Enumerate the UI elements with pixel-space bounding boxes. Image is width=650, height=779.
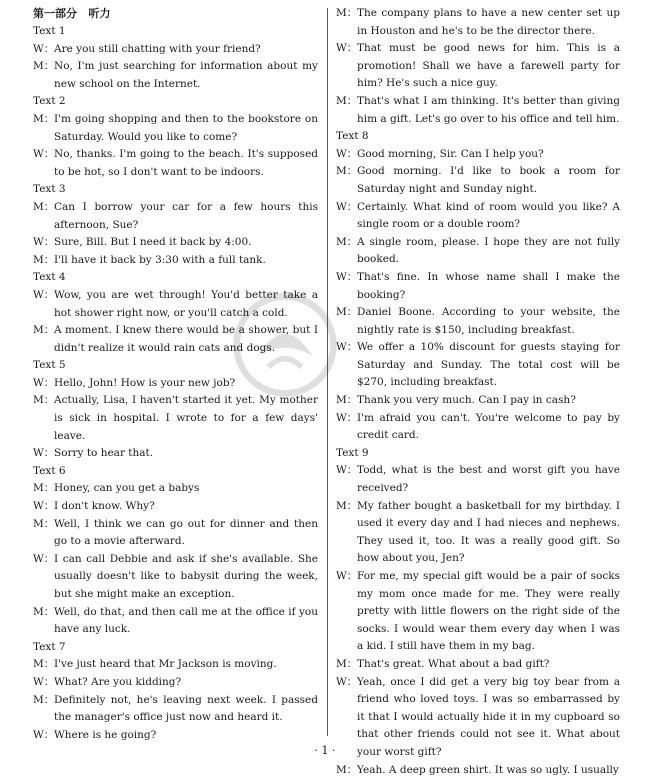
dialogue-turn xyxy=(33,111,318,146)
text-title: Text 3 xyxy=(33,183,66,196)
dialogue-turn xyxy=(336,656,620,674)
speaker-label: W： xyxy=(33,42,55,55)
dialogue-text: Sure, Bill. But I need it back by 4:00. xyxy=(54,236,252,249)
dialogue-text: Good morning, Sir. Can I help you? xyxy=(357,147,544,160)
dialogue-text: I don't know. Why? xyxy=(54,500,155,513)
dialogue-turn xyxy=(33,656,318,674)
dialogue-turn xyxy=(33,551,318,604)
speaker-label: W： xyxy=(33,675,55,688)
dialogue-turn xyxy=(336,163,620,198)
dialogue-turn xyxy=(33,692,318,727)
dialogue-text: No, thanks. I'm going to the beach. It's supposed to be hot, so I don't want to be indoors. xyxy=(54,148,318,178)
speaker-label: W： xyxy=(336,42,358,55)
dialogue-turn xyxy=(336,5,620,40)
dialogue-text: I can call Debbie and ask if she's available. She usually doesn't like to babysit during the week, but she might make an exception. xyxy=(54,552,318,600)
speaker-label: W： xyxy=(336,411,358,424)
text-title: Text 5 xyxy=(33,359,66,372)
dialogue-text: Thank you very much. Can I pay in cash? xyxy=(357,394,576,407)
dialogue-turn xyxy=(336,568,620,656)
dialogue-text: Wow, you are wet through! You'd better take a hot shower right now, or you'll catch a cold. xyxy=(54,288,318,319)
speaker-label: W： xyxy=(33,447,55,460)
speaker-label: W： xyxy=(336,147,358,160)
speaker-label: W： xyxy=(336,341,358,354)
dialogue-text: We offer a 10% discount for guests staying for Saturday and Sunday. The total cost will be $270, including breakfast. xyxy=(357,341,620,389)
dialogue-turn xyxy=(33,674,318,692)
text-title: Text 8 xyxy=(336,130,369,143)
text-title: Text 9 xyxy=(336,446,369,459)
speaker-label: M： xyxy=(336,763,358,776)
dialogue-turn xyxy=(336,392,620,410)
dialogue-text: That's great. What about a bad gift? xyxy=(357,657,550,670)
right-column xyxy=(336,5,620,779)
dialogue-turn xyxy=(336,462,620,497)
dialogue-text: That must be good news for him. This is a promotion! Shall we have a farewell party for him? He's such a nice guy. xyxy=(357,42,620,90)
dialogue-text: For me, my special gift would be a pair of socks my mom once made for me. They were really pretty with little flowers on the right side of the socks. I would wear them every day when I was a kid. I still have them in my bag. xyxy=(357,570,620,653)
speaker-label: M： xyxy=(336,7,358,19)
speaker-label: W： xyxy=(33,148,55,161)
speaker-label: M： xyxy=(33,253,55,266)
dialogue-turn xyxy=(33,234,318,252)
dialogue-text: I'll have it back by 3:30 with a full tank. xyxy=(54,253,266,266)
dialogue-turn xyxy=(33,287,318,322)
speaker-label: M： xyxy=(33,394,55,407)
column-divider xyxy=(327,8,328,736)
dialogue-turn xyxy=(336,410,620,445)
dialogue-text: Definitely not, he's leaving next week. I passed the manager's office just now and heard it. xyxy=(54,693,318,724)
page-number: · 1 · xyxy=(314,744,336,757)
speaker-label: M： xyxy=(33,517,55,530)
speaker-label: W： xyxy=(336,675,358,688)
dialogue-turn xyxy=(33,199,318,234)
dialogue-text: The company plans to have a new center set up in Houston and he's to be the director there. xyxy=(357,7,620,37)
speaker-label: M： xyxy=(336,306,358,319)
speaker-label: M： xyxy=(33,60,55,73)
dialogue-text: Well, I think we can go out for dinner and then go to a movie afterward. xyxy=(54,517,318,548)
dialogue-turn xyxy=(33,480,318,498)
dialogue-text: Actually, Lisa, I haven't started it yet. My mother is sick in hospital. I wrote to for a few days' leave. xyxy=(54,394,318,442)
dialogue-text: Are you still chatting with your friend? xyxy=(54,42,261,55)
dialogue-text: My father bought a basketball for my birthday. I used it every day and I had nieces and nephews. They used it, too. It was a really good gift. So how about you, Jen? xyxy=(357,499,620,565)
dialogue-turn xyxy=(336,40,620,93)
dialogue-turn xyxy=(336,498,620,568)
speaker-label: M： xyxy=(336,657,358,670)
dialogue-text: No, I'm just searching for information about my new school on the Internet. xyxy=(54,60,318,90)
speaker-label: W： xyxy=(336,570,358,582)
dialogue-text: Certainly. What kind of room would you like? A single room or a double room? xyxy=(357,200,620,231)
dialogue-turn xyxy=(336,339,620,392)
dialogue-turn xyxy=(336,234,620,269)
dialogue-turn xyxy=(336,762,620,779)
dialogue-text: Can I borrow your car for a few hours this afternoon, Sue? xyxy=(54,200,318,231)
speaker-label: W： xyxy=(33,552,55,565)
dialogue-text: Todd, what is the best and worst gift you have received? xyxy=(357,464,620,495)
speaker-label: W： xyxy=(336,200,358,213)
text-title: Text 6 xyxy=(33,464,66,477)
dialogue-turn xyxy=(33,604,318,639)
dialogue-turn xyxy=(33,252,318,270)
speaker-label: W： xyxy=(33,288,55,301)
dialogue-text: Good morning. I'd like to book a room for Saturday night and Sunday night. xyxy=(357,165,620,195)
dialogue-turn xyxy=(336,304,620,339)
section-heading: 第一部分 听力 xyxy=(33,7,111,20)
text-title: Text 4 xyxy=(33,271,66,284)
speaker-label: W： xyxy=(33,376,55,389)
dialogue-text: Yeah, once I did get a very big toy bear from a friend who loved toys. I was so embarrassed by it that I would actually hide it in my cupboard so that other friends could not see it. What about your worst gift? xyxy=(357,675,620,758)
speaker-label: W： xyxy=(33,728,55,741)
speaker-label: W： xyxy=(33,236,55,249)
speaker-label: M： xyxy=(336,499,358,512)
dialogue-text: Where is he going? xyxy=(54,728,157,741)
dialogue-turn xyxy=(33,392,318,445)
dialogue-text: Daniel Boone. According to your website, the nightly rate is $150, including breakfast. xyxy=(357,306,620,336)
dialogue-text: Well, do that, and then call me at the office if you have any luck. xyxy=(54,605,318,636)
dialogue-text: Sorry to hear that. xyxy=(54,447,154,460)
left-column xyxy=(33,5,318,744)
dialogue-turn xyxy=(33,375,318,393)
text-title: Text 1 xyxy=(33,25,66,37)
dialogue-text: That's what I am thinking. It's better than giving him a gift. Let's go over to his office and tell him. xyxy=(357,94,620,125)
dialogue-turn xyxy=(33,516,318,551)
dialogue-turn xyxy=(33,727,318,745)
dialogue-text: That's fine. In whose name shall I make the booking? xyxy=(357,270,620,301)
speaker-label: M： xyxy=(336,235,358,248)
speaker-label: M： xyxy=(33,605,55,618)
speaker-label: M： xyxy=(336,94,358,107)
dialogue-text: A moment. I knew there would be a shower, but I didn't realize it would rain cats and dogs. xyxy=(54,324,318,354)
dialogue-turn xyxy=(33,445,318,463)
speaker-label: M： xyxy=(33,112,55,125)
text-title: Text 7 xyxy=(33,640,66,653)
speaker-label: W： xyxy=(336,270,358,283)
dialogue-turn xyxy=(33,498,318,516)
dialogue-text: I'm afraid you can't. You're welcome to pay by credit card. xyxy=(357,411,620,442)
dialogue-turn xyxy=(336,199,620,234)
dialogue-text: What? Are you kidding? xyxy=(54,675,182,688)
dialogue-text: Yeah. A deep green shirt. It was so ugly. I usually xyxy=(357,763,619,776)
dialogue-text: I've just heard that Mr Jackson is moving. xyxy=(54,658,277,671)
text-title: Text 2 xyxy=(33,95,66,108)
dialogue-turn xyxy=(33,41,318,59)
dialogue-turn xyxy=(336,269,620,304)
dialogue-turn xyxy=(33,322,318,357)
dialogue-turn xyxy=(336,93,620,128)
speaker-label: M： xyxy=(33,693,55,706)
speaker-label: M： xyxy=(33,200,55,213)
speaker-label: M： xyxy=(33,324,55,337)
speaker-label: M： xyxy=(336,394,358,407)
dialogue-text: A single room, please. I hope they are not fully booked. xyxy=(357,235,620,266)
dialogue-turn xyxy=(336,146,620,164)
dialogue-text: Honey, can you get a babys xyxy=(54,482,200,495)
dialogue-text: Hello, John! How is your new job? xyxy=(54,376,236,389)
dialogue-text: I'm going shopping and then to the bookstore on Saturday. Would you like to come? xyxy=(54,112,318,143)
dialogue-turn xyxy=(33,58,318,93)
speaker-label: M： xyxy=(33,482,55,495)
speaker-label: M： xyxy=(33,658,55,671)
speaker-label: W： xyxy=(336,464,358,477)
dialogue-turn xyxy=(33,146,318,181)
speaker-label: M： xyxy=(336,165,358,178)
speaker-label: W： xyxy=(33,500,55,513)
